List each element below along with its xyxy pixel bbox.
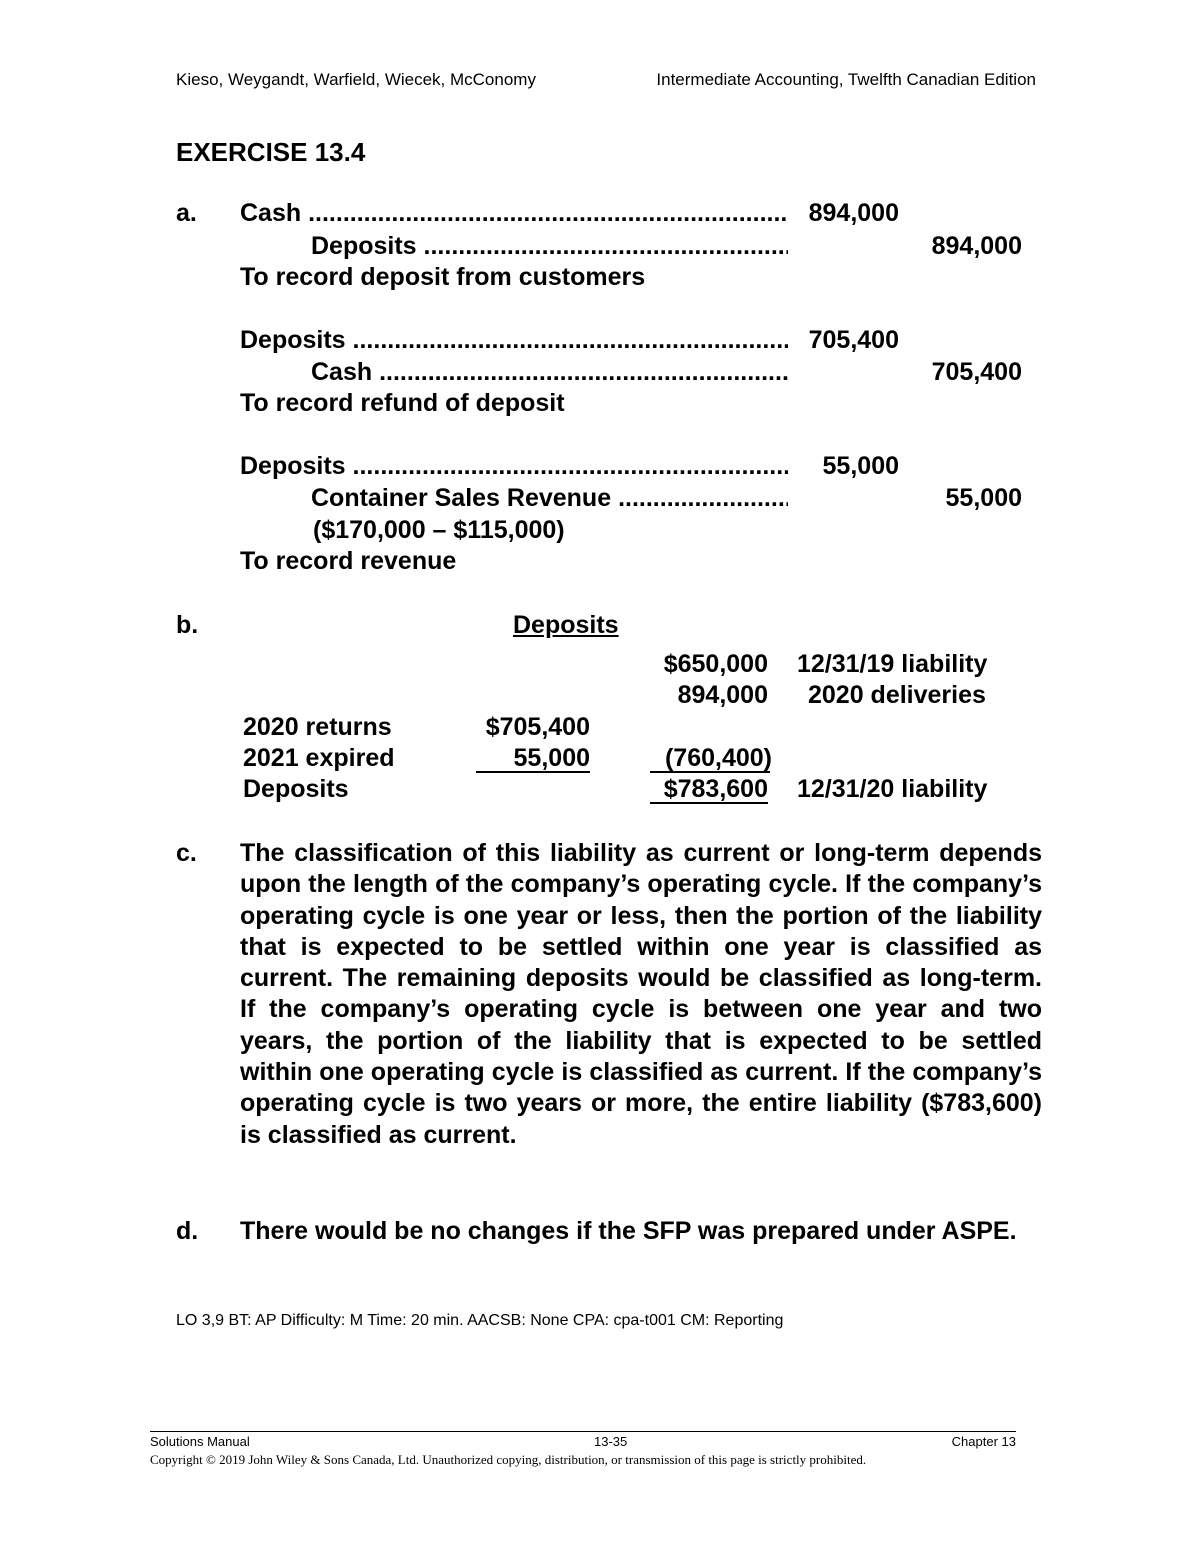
entry2-credit-account: Cash .....: [311, 357, 788, 388]
footer-left: Solutions Manual: [150, 1434, 250, 1449]
schedule-row-total: (760,400): [664, 744, 772, 772]
exercise-title: EXERCISE 13.4: [176, 137, 366, 167]
entry3-calculation: ($170,000 – $115,000): [313, 516, 565, 544]
entry3-debit-amount: 55,000: [822, 452, 899, 480]
part-c-paragraph: The classification of this liability as current or long-term depends upon the length of the company’s operating cycle. If the company’s operating cycle is one year or less, then the portion of the liability that is expected to be settled within one year is classified as current. The remaining deposits would be classified as long-term. If the company’s operating cycle is between one year and two years, the portion of the liability that is expected to be settled within one operating cycle is classified as current. If the company’s operating cycle is two years or more, the entire liability ($783,600) is classified as current.: [240, 839, 1042, 1149]
part-b-label: b.: [176, 611, 199, 639]
entry3-credit-amount: 55,000: [945, 484, 1022, 512]
part-d-label: d.: [176, 1217, 199, 1245]
entry2-debit-account: Deposits .....: [240, 325, 788, 356]
footer-divider: [150, 1431, 1016, 1432]
header-book-title: Intermediate Accounting, Twelfth Canadian Edition: [656, 70, 1036, 89]
part-a-label: a.: [176, 199, 197, 227]
schedule-row-desc: Deposits: [243, 775, 349, 803]
entry3-credit-account: Container Sales Revenue .....: [311, 483, 788, 514]
entry2-explanation: To record refund of deposit: [240, 389, 565, 417]
schedule-row-note: 2020 deliveries: [808, 681, 986, 709]
footer-page-number: 13-35: [594, 1434, 628, 1449]
schedule-row-note: 12/31/20 liability: [797, 775, 988, 803]
entry1-credit-account: Deposits .....: [311, 231, 788, 262]
entry3-debit-account: Deposits .....: [240, 451, 788, 482]
schedule-row-total: 894,000: [677, 681, 768, 709]
entry3-explanation: To record revenue: [240, 547, 457, 575]
footer-copyright: Copyright © 2019 John Wiley & Sons Canada, Ltd. Unauthorized copying, distribution, or transmission of this page is strictly prohibited.: [150, 1452, 867, 1467]
entry1-debit-account: Cash .....: [240, 198, 788, 229]
entry1-explanation: To record deposit from customers: [240, 263, 646, 291]
entry1-debit-amount: 894,000: [808, 199, 899, 227]
header-authors: Kieso, Weygandt, Warfield, Wiecek, McConomy: [176, 70, 536, 89]
schedule-row-total: $783,600: [663, 775, 768, 803]
subtotal-underline: [476, 771, 590, 773]
schedule-row-sub: 55,000: [513, 744, 590, 772]
schedule-row-desc: 2021 expired: [243, 744, 395, 772]
total-underline: [650, 771, 770, 773]
schedule-row-desc: 2020 returns: [243, 713, 392, 741]
footer-right: Chapter 13: [951, 1434, 1016, 1449]
entry1-credit-amount: 894,000: [931, 232, 1022, 260]
part-d-paragraph: There would be no changes if the SFP was prepared under ASPE.: [240, 1217, 1017, 1245]
learning-objective-meta: LO 3,9 BT: AP Difficulty: M Time: 20 min. AACSB: None CPA: cpa-t001 CM: Reporting: [176, 1312, 784, 1329]
schedule-row-note: 12/31/19 liability: [797, 650, 988, 678]
schedule-row-total: $650,000: [663, 650, 768, 678]
schedule-row-sub: $705,400: [485, 713, 590, 741]
entry2-debit-amount: 705,400: [808, 326, 899, 354]
ending-balance-underline: [650, 802, 768, 804]
deposits-account-title: Deposits: [513, 611, 619, 639]
entry2-credit-amount: 705,400: [931, 358, 1022, 386]
part-c-label: c.: [176, 839, 197, 867]
